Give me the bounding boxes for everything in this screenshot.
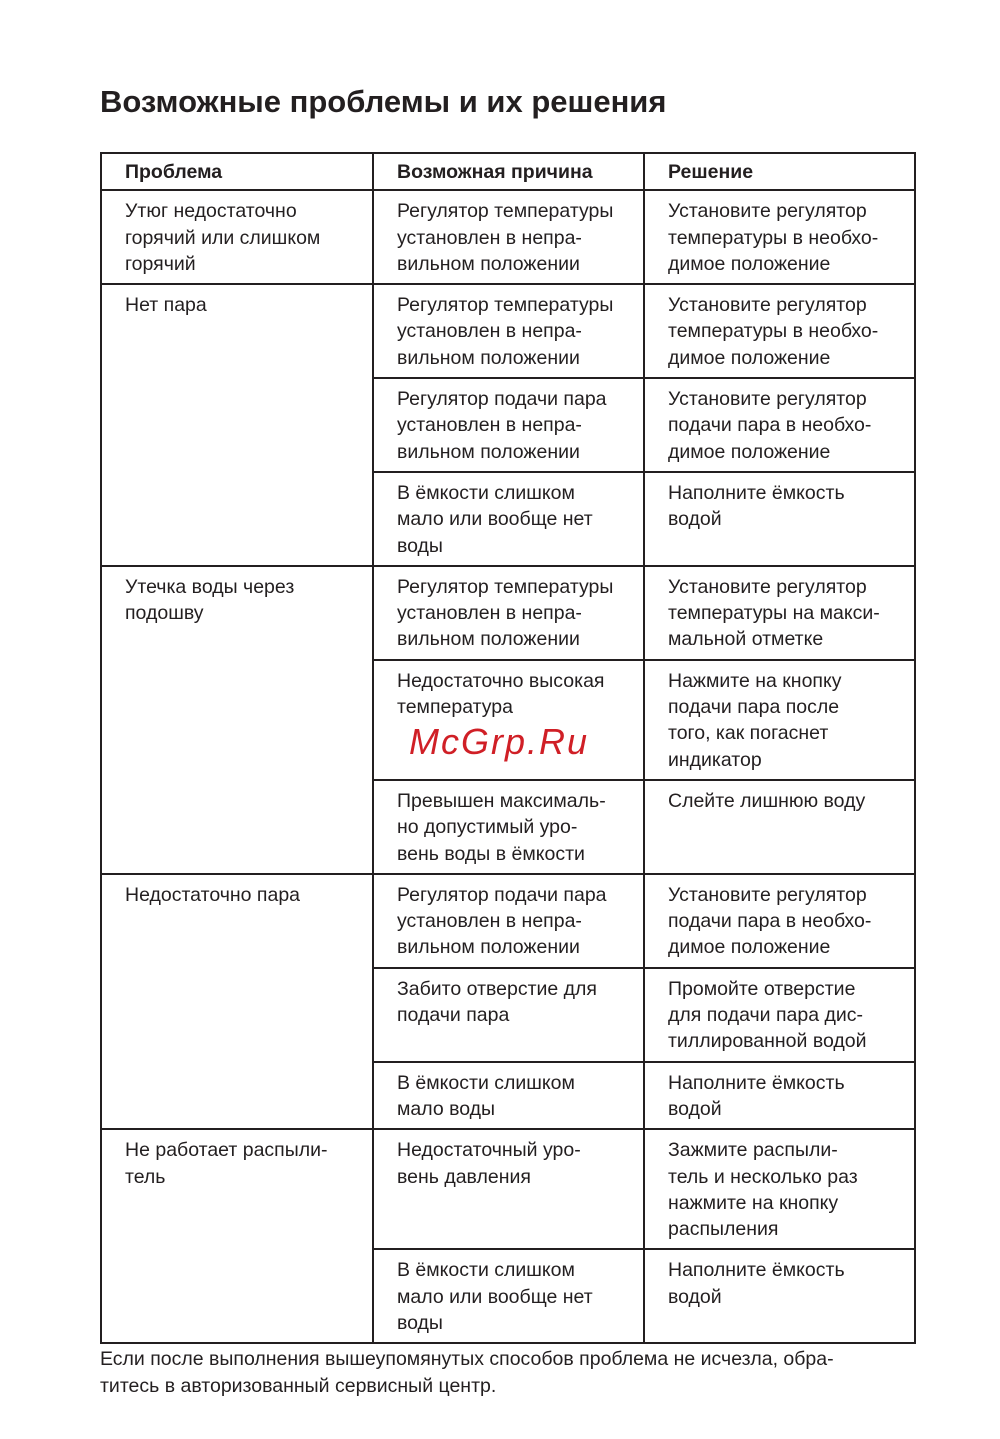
cause-cell: Регулятор подачи пара установлен в непра- вильном положении bbox=[373, 874, 644, 968]
troubleshooting-table bbox=[100, 152, 916, 1344]
watermark: McGrp.Ru bbox=[409, 721, 590, 763]
solution-cell: Установите регулятор подачи пара в необхо- димое положение bbox=[644, 874, 915, 968]
cause-cell: Регулятор температуры установлен в непра- вильном положении bbox=[373, 566, 644, 660]
problem-cell: Утечка воды через подошву bbox=[101, 566, 373, 874]
solution-cell: Наполните ёмкость водой bbox=[644, 1062, 915, 1130]
footer-note: Если после выполнения вышеупомянутых способов проблема не исчезла, обра- титесь в авторизованный сервисный центр. bbox=[100, 1348, 834, 1397]
problem-cell: Нет пара bbox=[101, 284, 373, 566]
header-problem: Проблема bbox=[101, 153, 373, 190]
header-solution: Решение bbox=[644, 153, 915, 190]
solution-cell: Установите регулятор подачи пара в необхо- димое положение bbox=[644, 378, 915, 472]
table-row bbox=[101, 284, 915, 378]
solution-cell: Установите регулятор температуры в необхо- димое положение bbox=[644, 190, 915, 284]
solution-cell: Установите регулятор температуры на макси- мальной отметке bbox=[644, 566, 915, 660]
table-row bbox=[101, 1129, 915, 1249]
table-row bbox=[101, 874, 915, 968]
cause-cell: Регулятор подачи пара установлен в непра- вильном положении bbox=[373, 378, 644, 472]
table-row bbox=[101, 190, 915, 284]
cause-cell: В ёмкости слишком мало или вообще нет воды bbox=[373, 1249, 644, 1343]
cause-cell: Превышен максималь- но допустимый уро- вень воды в ёмкости bbox=[373, 780, 644, 874]
solution-cell: Нажмите на кнопку подачи пара после того, как погаснет индикатор bbox=[644, 660, 915, 780]
solution-cell: Промойте отверстие для подачи пара дис- тиллированной водой bbox=[644, 968, 915, 1062]
cause-cell: Регулятор температуры установлен в непра- вильном положении bbox=[373, 190, 644, 284]
solution-cell: Зажмите распыли- тель и несколько раз нажмите на кнопку распыления bbox=[644, 1129, 915, 1249]
solution-cell: Слейте лишнюю воду bbox=[644, 780, 915, 874]
header-cause: Возможная причина bbox=[373, 153, 644, 190]
cause-cell: В ёмкости слишком мало или вообще нет воды bbox=[373, 472, 644, 566]
problem-cell: Не работает распыли- тель bbox=[101, 1129, 373, 1343]
solution-cell: Наполните ёмкость водой bbox=[644, 472, 915, 566]
table-row bbox=[101, 566, 915, 660]
cause-cell: В ёмкости слишком мало воды bbox=[373, 1062, 644, 1130]
table-body bbox=[101, 190, 915, 1343]
cause-cell: Недостаточный уро- вень давления bbox=[373, 1129, 644, 1249]
cause-cell: Регулятор температуры установлен в непра- вильном положении bbox=[373, 284, 644, 378]
solution-cell: Наполните ёмкость водой bbox=[644, 1249, 915, 1343]
solution-cell: Установите регулятор температуры в необхо- димое положение bbox=[644, 284, 915, 378]
problem-cell: Утюг недостаточно горячий или слишком горячий bbox=[101, 190, 373, 284]
page-title: Возможные проблемы и их решения bbox=[100, 84, 667, 119]
problem-cell: Недостаточно пара bbox=[101, 874, 373, 1129]
cause-cell bbox=[373, 660, 644, 780]
table-header-row bbox=[101, 153, 915, 190]
cause-text: Недостаточно высокая температура bbox=[397, 669, 605, 719]
cause-cell: Забито отверстие для подачи пара bbox=[373, 968, 644, 1062]
